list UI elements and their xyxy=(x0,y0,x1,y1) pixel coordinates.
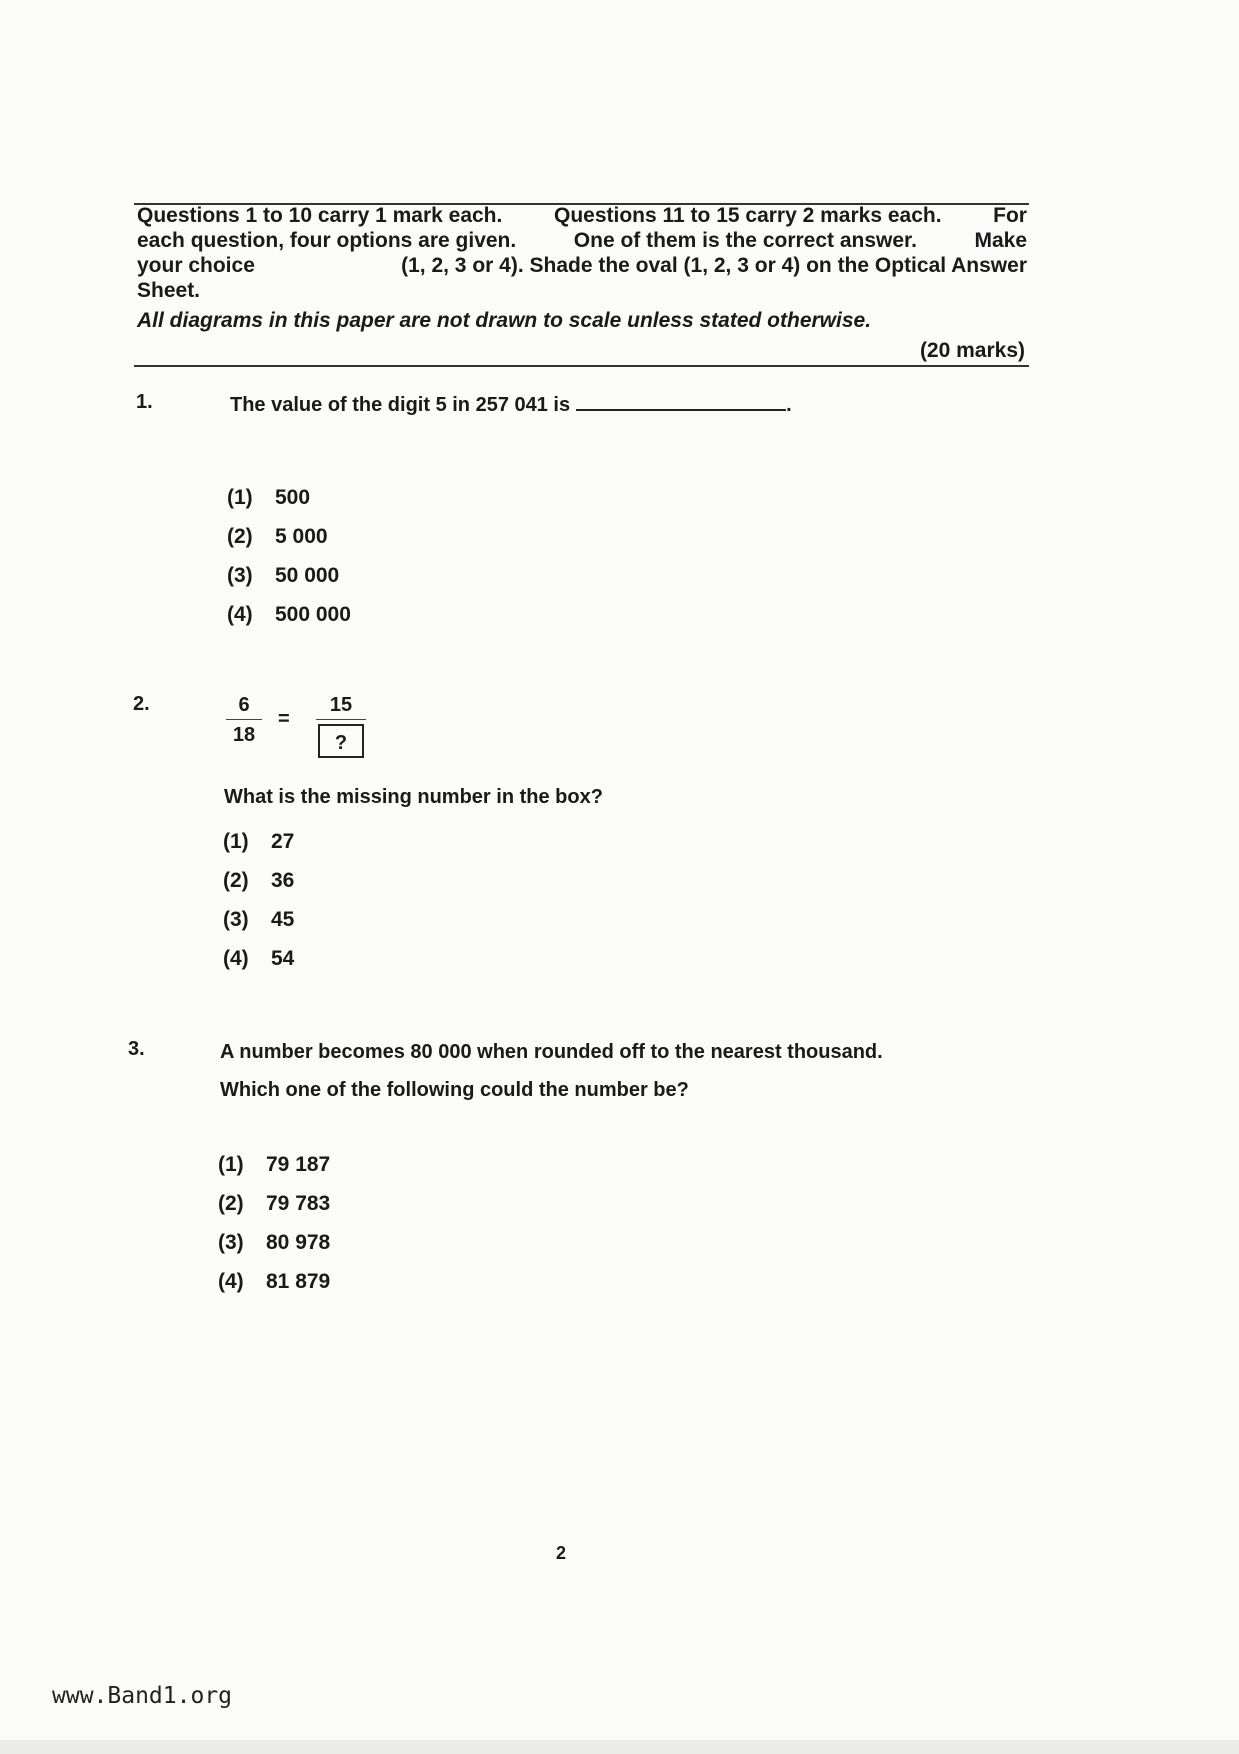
option-item xyxy=(227,556,351,595)
option-label: (1) xyxy=(218,1152,244,1176)
diagram-note: All diagrams in this paper are not drawn to scale unless stated otherwise. xyxy=(137,309,872,332)
option-item xyxy=(227,478,351,517)
bottom-rule xyxy=(134,365,1029,367)
option-label: (4) xyxy=(218,1269,244,1293)
instruction-line xyxy=(137,228,1027,253)
instruction-text: (1, 2, 3 or 4). Shade the oval (1, 2, 3 or 4) on the Optical Answer xyxy=(401,254,1027,277)
option-value: 80 978 xyxy=(266,1230,331,1254)
option-value: 79 783 xyxy=(266,1191,331,1215)
options-list xyxy=(227,478,351,634)
instruction-text: Questions 11 to 15 carry 2 marks each. xyxy=(553,204,942,227)
option-label: (2) xyxy=(223,868,249,892)
fraction-right xyxy=(316,694,366,758)
question-text xyxy=(230,391,792,417)
option-item xyxy=(223,900,294,939)
question-number: 2. xyxy=(133,693,150,715)
instruction-text: For xyxy=(993,204,1027,227)
option-item xyxy=(218,1184,330,1223)
instruction-text: Sheet. xyxy=(137,279,201,302)
question-end: . xyxy=(786,394,792,416)
option-item xyxy=(227,517,351,556)
option-value: 50 000 xyxy=(275,563,340,587)
question-number: 3. xyxy=(128,1038,145,1060)
total-marks: (20 marks) xyxy=(919,339,1025,362)
option-value: 5 000 xyxy=(275,524,328,548)
option-label: (3) xyxy=(218,1230,244,1254)
instruction-text: Make xyxy=(974,229,1027,252)
option-value: 81 879 xyxy=(266,1269,331,1293)
fraction-left xyxy=(226,694,262,747)
option-label: (1) xyxy=(223,829,249,853)
fraction-numerator: 6 xyxy=(238,694,250,716)
option-value: 27 xyxy=(271,829,295,853)
option-item xyxy=(218,1223,330,1262)
option-value: 36 xyxy=(271,868,295,892)
option-value: 500 000 xyxy=(275,602,351,626)
option-item xyxy=(218,1262,330,1301)
question-text: A number becomes 80 000 when rounded off to the nearest thousand. xyxy=(220,1041,883,1063)
instruction-line xyxy=(137,203,1027,228)
option-value: 500 xyxy=(275,485,311,509)
question-text: Which one of the following could the number be? xyxy=(220,1079,689,1101)
option-label: (1) xyxy=(227,485,253,509)
option-label: (4) xyxy=(223,946,249,970)
fraction-numerator: 15 xyxy=(329,694,353,716)
option-label: (2) xyxy=(227,524,253,548)
option-label: (3) xyxy=(227,563,253,587)
options-list xyxy=(218,1145,330,1301)
option-item xyxy=(227,595,351,634)
question-stem: The value of the digit 5 in 257 041 is xyxy=(230,394,571,416)
missing-number-box: ? xyxy=(318,724,364,758)
instruction-text: each question, four options are given. xyxy=(137,229,517,252)
fraction-bar xyxy=(316,719,366,720)
answer-blank xyxy=(576,391,786,411)
footer-url: www.Band1.org xyxy=(52,1683,233,1709)
options-list xyxy=(223,822,294,978)
option-item xyxy=(223,822,294,861)
instruction-line xyxy=(137,253,1027,278)
instruction-text: Questions 1 to 10 carry 1 mark each. xyxy=(137,204,503,227)
page-number: 2 xyxy=(556,1543,567,1563)
option-item xyxy=(223,861,294,900)
option-value: 45 xyxy=(271,907,295,931)
option-label: (3) xyxy=(223,907,249,931)
equals-sign: = xyxy=(278,708,290,730)
fraction-bar xyxy=(226,719,262,720)
instruction-text: One of them is the correct answer. xyxy=(573,229,917,252)
fraction-denominator: 18 xyxy=(232,724,256,746)
question-text: What is the missing number in the box? xyxy=(224,786,603,808)
instructions-block xyxy=(137,203,1027,303)
question-number: 1. xyxy=(136,391,153,413)
option-label: (4) xyxy=(227,602,253,626)
option-value: 54 xyxy=(271,946,295,970)
option-label: (2) xyxy=(218,1191,244,1215)
scan-edge xyxy=(0,1740,1239,1754)
option-item xyxy=(223,939,294,978)
instruction-text: your choice xyxy=(137,254,255,277)
option-value: 79 187 xyxy=(266,1152,331,1176)
option-item xyxy=(218,1145,330,1184)
instruction-line xyxy=(137,278,1027,303)
